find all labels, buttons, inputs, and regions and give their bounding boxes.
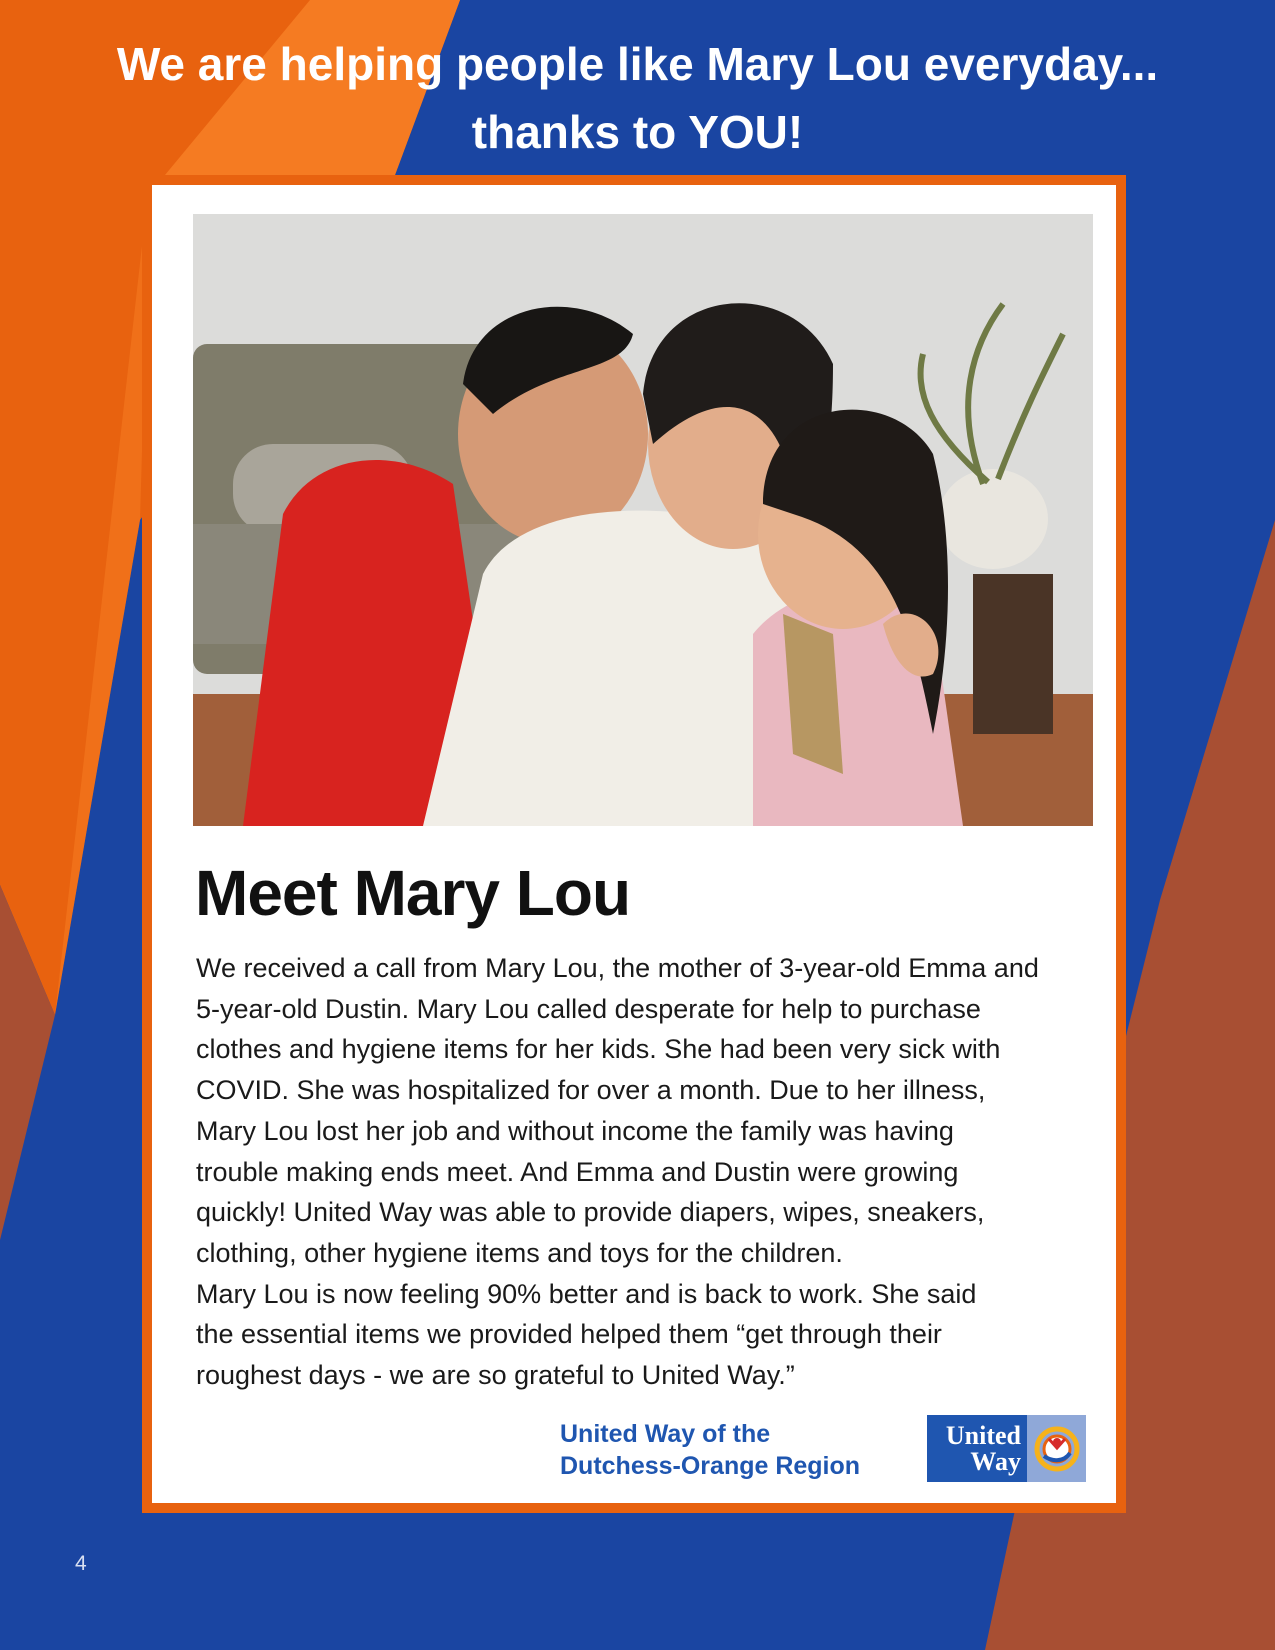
story-line: quickly! United Way was able to provide diapers, wipes, sneakers, [196,1197,985,1228]
page-headline [0,30,1275,166]
org-name-line-2: Dutchess-Orange Region [560,1452,861,1480]
united-way-logo [927,1415,1086,1482]
story-line: the essential items we provided helped them “get through their [196,1319,942,1350]
story-title: Meet Mary Lou [195,857,631,929]
story-line: Mary Lou is now feeling 90% better and is back to work. She said [196,1278,977,1309]
story-line: clothes and hygiene items for her kids. She had been very sick with [196,1034,1001,1065]
logo-line-1: United [945,1420,1021,1450]
family-photo [193,214,1093,826]
story-line: trouble making ends meet. And Emma and Dustin were growing [196,1156,959,1187]
headline-line-2: thanks to YOU! [471,106,804,158]
story-line: We received a call from Mary Lou, the mother of 3-year-old Emma and [196,953,1039,983]
story-line: COVID. She was hospitalized for over a month. Due to her illness, [196,1075,986,1106]
story-line: Mary Lou lost her job and without income the family was having [196,1115,954,1146]
org-name-line-1: United Way of the [560,1420,771,1448]
story-line: roughest days - we are so grateful to United Way.” [196,1360,795,1391]
logo-line-2: Way [970,1446,1021,1476]
story-line: 5-year-old Dustin. Mary Lou called desperate for help to purchase [196,993,981,1024]
page-number: 4 [75,1552,87,1575]
headline-line-1: We are helping people like Mary Lou everyday... [116,38,1159,90]
family-photo-illustration [193,214,1093,826]
story-line: clothing, other hygiene items and toys for the children. [196,1237,843,1268]
org-name [560,1418,860,1482]
rainbow-hand-icon [1027,1415,1086,1482]
story-body [196,948,1116,1396]
logo-text [927,1420,1027,1476]
